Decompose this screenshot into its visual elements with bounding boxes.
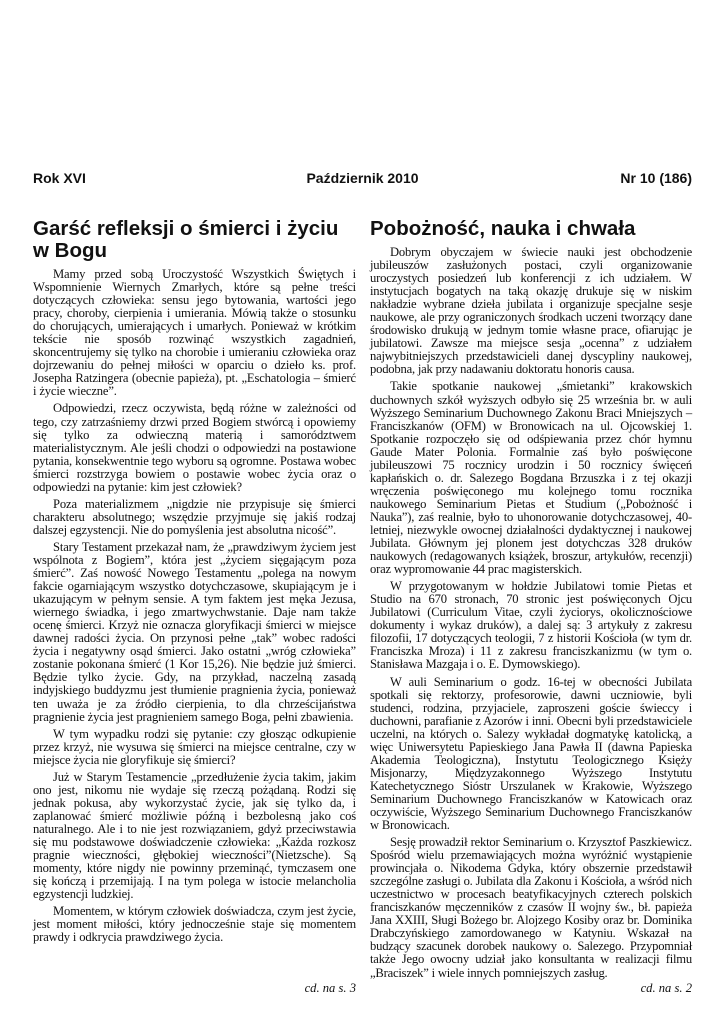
article-paragraph: Sesję prowadził rektor Seminarium o. Krzysztof Paszkiewicz. Spośród wielu przemawiających można wyróżnić wystąpienie prowincjała o. Nikodema Gdyka, który obszernie przedstawił szczególne zasługi o. Jubilata dla Zakonu i Kościoła, a wśród nich uczestnictwo w procesach beatyfikacyjnych czterech polskich franciszkanów męczenników z czasów II wojny św., bł. papieża Jana XXIII, Sługi Bożego br. Alojzego Kosiby oraz br. Dominika Drabczyńskiego zamordowanego w Katyniu. Wskazał na budzący szacunek dorobek naukowy o. Salezego. Przypomniał także Jego owocny udział jako konsultanta w realizacji filmu „Braciszek” i wiele innych pomniejszych zasług. [370, 835, 692, 980]
article-paragraph: Odpowiedzi, rzecz oczywista, będą różne w zależności od tego, czy zatrzaśniemy drzwi przed Bogiem stwórcą i opowiemy się tylko za odwieczną materią i samorództwem materialistycznym. Ale jeśli chodzi o odpowiedzi na postawione pytania, konsekwentnie tego wyboru są ogromne. Postawa wobec śmierci rozstrzyga bowiem o postawie wobec życia oraz o odpowiedzi na pytanie: kim jest człowiek? [33, 401, 356, 494]
volume-year: Rok XVI [33, 170, 86, 186]
article-paragraph: Poza materializmem „nigdzie nie przypisuje się śmierci charakteru absolutnego; wszędzie przyjmuje się jakiś rodzaj dalszej egzystencji. Nie do pomyślenia jest absolutna nicość”. [33, 496, 356, 537]
page-header [33, 170, 692, 190]
article-paragraph: Mamy przed sobą Uroczystość Wszystkich Świętych i Wspomnienie Wiernych Zmarłych, które są pełne treści dotyczących człowieka: sensu jego bytowania, wartości jego pracy, choroby, cierpienia i umierania. Mówią także o stosunku do chorujących, umierających i umarłych. Ponieważ w krótkim tekście nie sposób rozwinąć wszystkich zagadnień, skoncentrujemy się tylko na chorobie i umieraniu człowieka oraz dojrzewaniu do pełnej miłości w oparciu o dzieło ks. prof. Josepha Ratzingera (obecnie papieża), pt. „Eschatologia – śmierć i życie wieczne”. [33, 267, 356, 399]
article-paragraph: Już w Starym Testamencie „przedłużenie życia takim, jakim ono jest, nikomu nie wydaje się rzeczą pożądaną. Rodzi się jednak pokusa, aby wykorzystać życie, jak się tylko da, i zaplanować śmierć możliwie późną i bezbolesną jako coś naturalnego. Ale i to nie jest rozwiązaniem, gdyż przeciwstawia się mu podstawowe doświadczenie człowieka: „Każda rozkosz pragnie wieczności, głębokiej wieczności”(Nietzsche). Są momenty, które nigdy nie powinny przeminąć, tymczasem one się kończą i przemijają. I na tym polega w istocie melancholia egzystencji ludzkiej. [33, 769, 356, 902]
article-paragraph: W auli Seminarium o godz. 16-tej w obecności Jubilata spotkali się rektorzy, profesorowie, dawni uczniowie, byli studenci, rodzina, przyjaciele, zaproszeni goście świeccy i duchowni, parafianie z Azorów i inni. Obecni byli przedstawiciele uczelni, na których o. Salezy wykładał dogmatykę katolicką, a więc Uniwersytetu Papieskiego Jana Pawła II (dawna Papieska Akademia Teologiczna), Instytutu Teologicznego Księży Misjonarzy, Międzyzakonnego Wyższego Instytutu Katechetycznego Sióstr Urszulanek w Krakowie, Wyższego Seminarium Duchownego Franciszkanów w Katowicach oraz oczywiście, Wyższego Seminarium Duchownego Franciszkanów w Bronowicach. [370, 674, 692, 833]
article-paragraph: Momentem, w którym człowiek doświadcza, czym jest życie, jest moment miłości, który jednocześnie staje się momentem prawdy i odkrycia prawdziwego życia. [33, 904, 356, 945]
article-paragraph: Stary Testament przekazał nam, że „prawdziwym życiem jest wspólnota z Bogiem”, która jest „życiem sięgającym poza śmierć”. Zaś nowość Nowego Testamentu „polega na nowym fakcie ogarniającym wszystko dotychczasowe, skupiającym je i ukazującym w pełnym sensie. A tym faktem jest męka Jezusa, wiernego świadka, i jego zmartwychwstanie. Daje nam także ocenę śmierci. Krzyż nie oznacza gloryfikacji śmierci w miejsce dawnej radości życia. On przynosi pełne „tak” wobec radości życia i negatywny osąd śmierci. Jako ostatni „wróg człowieka” zostanie pokonana śmierć (1 Kor 15,26). Nie będzie już śmierci. Będzie tylko życie. Gdy, na przykład, naczelną zasadą indyjskiego buddyzmu jest tłumienie pragnienia życia, ponieważ ten uważa je za źródło cierpienia, to dla chrześcijaństwa pragnienie życia jest pragnieniem samego Boga, pełni zbawienia. [33, 539, 356, 724]
right-article-title: Pobożność, nauka i chwała [370, 217, 636, 240]
left-article-title: Garść refleksji o śmierci i życiu w Bogu [33, 217, 339, 262]
left-article [33, 218, 356, 996]
article-paragraph: W przygotowanym w hołdzie Jubilatowi tomie Pietas et Studio na 670 stronach, 70 stronic jest poświęconych Ojcu Jubilatowi (Curriculum Vitae, czyli życiorys, okolicznościowe dokumenty i wykaz druków), a dalej są: 3 artykuły z zakresu filozofii, 17 dotyczących teologii, 7 z historii Kościoła (w tym dr. Franciszka Mroza) i 11 z zakresu franciszkanizmu (w tym o. Stanisława Mazgaja i o. E. Dymowskiego). [370, 579, 692, 672]
article-paragraph: Takie spotkanie naukowej „śmietanki” krakowskich duchownych szkół wyższych odbyło się 25 września br. w auli Wyższego Seminarium Duchownego Zakonu Braci Mniejszych – Franciszkanów (OFM) w Bronowicach na ul. Ojcowskiej 1. Spotkanie rozpoczęło się od odśpiewania przez chór hymnu Gaude Mater Polonia. Formalnie zaś było poświęcone jubileuszowi 75 rocznicy urodzin i 50 rocznicy święceń kapłańskich o. dr. Salezego Bogdana Brzuszka i z tej okazji wręczenia poświęconego mu kolejnego tomu rocznika naukowego Seminarium Pietas et Studium („Pobożność i Nauka”), zaś realnie, było to uhonorowanie dotychczasowej, 40-letniej, niezwykle owocnej działalności dydaktycznej i naukowej Jubilata. Głównym jej plonem jest dotychczas 328 druków naukowych (redagowanych książek, broszur, artykułów, recenzji) oraz wypromowanie 44 prac magisterskich. [370, 379, 692, 577]
article-paragraph: W tym wypadku rodzi się pytanie: czy głosząc odkupienie przez krzyż, nie wysuwa się śmierci na miejsce centralne, czy w miejsce życia nie gloryfikuje się śmierci? [33, 726, 356, 767]
continued-note: cd. na s. 3 [304, 981, 356, 995]
issue-date: Październik 2010 [306, 170, 419, 186]
continued-note: cd. na s. 2 [640, 981, 692, 995]
article-paragraph: Dobrym obyczajem w świecie nauki jest obchodzenie jubileuszów zasłużonych postaci, czyli organizowanie uroczystych posiedzeń lub konferencji z ich udziałem. W instytucjach bogatych na taką okazję drukuje się w niskim nakładzie wybrane dzieła jubilata i organizuje specjalne sesje naukowe, ale przy ograniczonych środkach uczeni tworzący dane środowisko drukują w jednym tomie własne prace, ofiarując je jubilatowi. Zawsze ma miejsce sesja „ocenna” z udziałem najwybitniejszych przedstawicieli danej dyscypliny naukowej, podobna, jak przy nadawaniu doktoratu honoris causa. [370, 245, 692, 377]
right-article [370, 218, 692, 996]
issue-number: Nr 10 (186) [620, 170, 692, 186]
